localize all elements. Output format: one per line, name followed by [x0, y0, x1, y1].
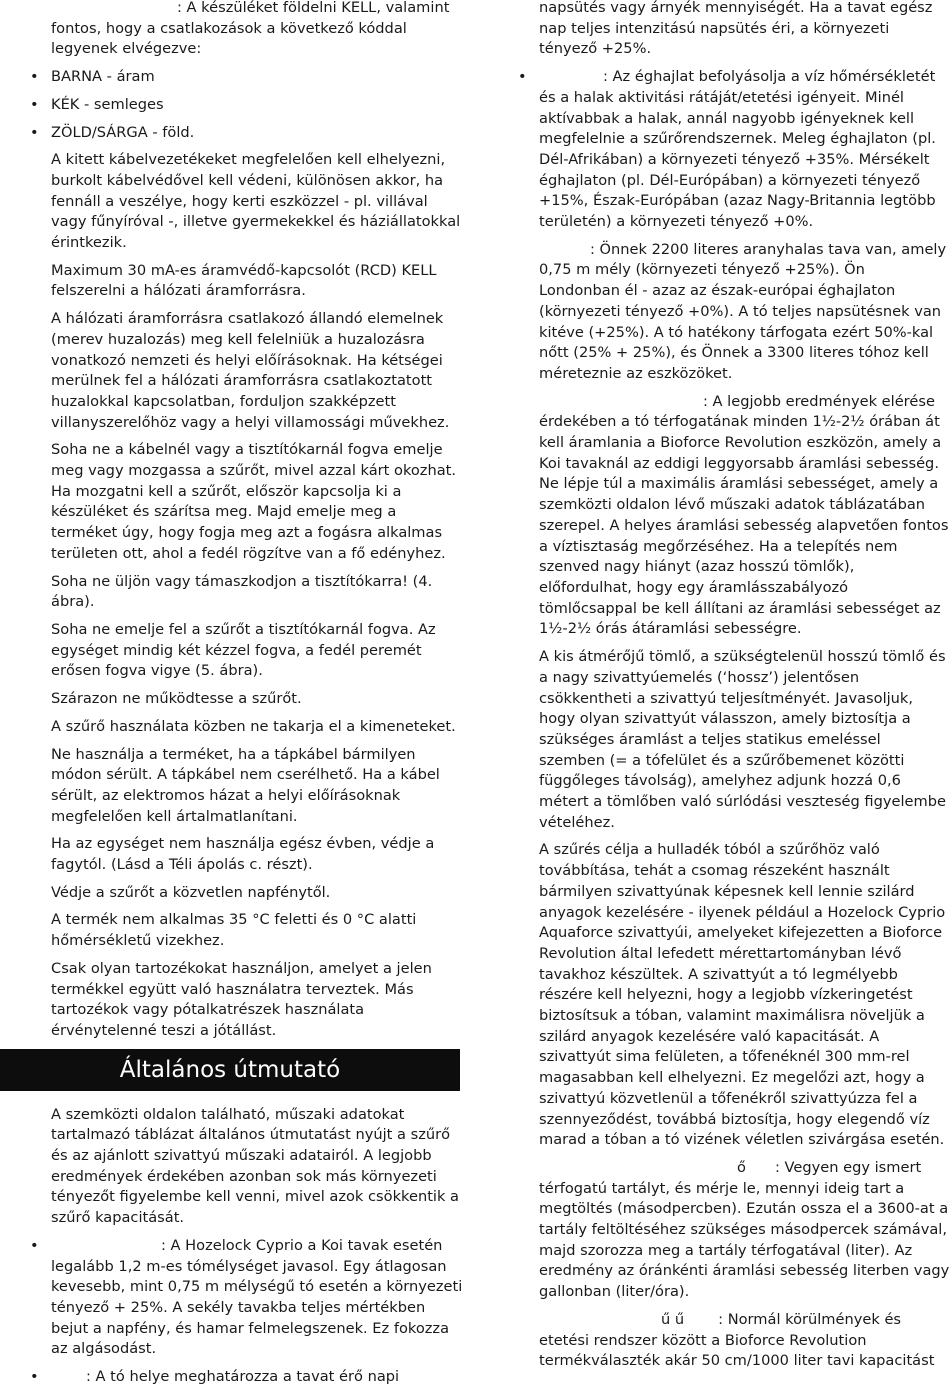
- safety-paragraph: A kitett kábelvezetékeket megfelelően kell elhelyezni, burkolt kábelvédővel kell védeni, különösen akkor, ha fennáll a veszélye, hogy kerti eszközzel - pl. villával vagy fűnyíróval -, illetve gyermekekkel és háziállatokkal érintkezik.: [51, 151, 461, 252]
- right-column: [539, 0, 950, 1379]
- safety-paragraph: Soha ne emelje fel a szűrőt a tisztítókarnál fogva. Az egységet mindig két kézzel fogva, a fedél peremét erősen fogva vigye (5. ábra).: [51, 620, 436, 680]
- safety-paragraph: Csak olyan tartozékokat használjon, amelyet a jelen termékkel együtt való használatra terveztek. Más tartozékok vagy pótalkatrészek használata érvénytelenné teszi a jótállást.: [51, 959, 432, 1039]
- safety-paragraph: A termék nem alkalmas 35 °C feletti és 0 °C alatti hőmérsékletű vizekhez.: [51, 911, 417, 950]
- depth-bullet: • : A Hozelock Cyprio a Koi tavak esetén legalább 1,2 m-es tómélységet javasol. Egy átlagosan kevesebb, mint 0,75 m mélységű tó esetén a környezeti tényező + 25%. A sekély tavakba teljes mértékben bejut a napfény, és hamar felmelegszenek. Ez fokozza az algásodást.: [51, 1236, 463, 1360]
- wire-code-item: • ZÖLD/SÁRGA - föld.: [51, 123, 463, 144]
- earthing-paragraph: : A készüléket földelni KELL, valamint fontos, hogy a csatlakozások a következő kóddal legyenek elvégezve:: [51, 0, 450, 58]
- left-column: [51, 0, 463, 1395]
- safety-paragraph: A szűrő használata közben ne takarja el a kimeneteket.: [51, 717, 456, 735]
- hose-paragraph: A kis átmérőjű tömlő, a szükségtelenül hosszú tömlő és a nagy szivattyúemelés (‘hossz’) jelentősen csökkentheti a szivattyú teljesítményét. Javasoljuk, hogy olyan szivattyút válasszon, amely biztosítja a szükséges áramlást a teljes statikus emeléssel szemben (= a tófelület és a szűrőbemenet közötti függőleges távolság), amelyhez adjunk hozzá 0,6 métert a tömlőben való súrlódási veszteség figyelembe vételéhez.: [539, 648, 946, 831]
- capacity-paragraph: ű ű : Normál körülmények és etetési rendszer között a Bioforce Revolution termékválaszték akár 50 cm/1000 liter tavi kapacitást: [539, 1310, 935, 1370]
- safety-paragraph: Védje a szűrőt a közvetlen napfénytől.: [51, 883, 331, 901]
- intro-paragraph: A szemközti oldalon található, műszaki adatokat tartalmazó táblázat általános útmutatást nyújt a szűrő és az ajánlott szivattyú műszaki adatairól. A legjobb eredmények érdekében azonban sok más környezeti tényezőt figyelembe kell venni, mivel azok csökkentik a szűrő kapacitását.: [51, 1105, 459, 1227]
- climate-list: [539, 67, 950, 233]
- flow-measure-paragraph: ő : Vegyen egy ismert térfogatú tartályt, és mérje le, mennyi ideig tart a megtöltés (másodpercben). Ezután ossza el a 3600-at a tartály feltöltéséhez szükséges másodpercek számával, majd szorozza meg a tartály térfogatával (liter). Az eredmény az óránkénti áramlási sebesség literben vagy gallonban (liter/óra).: [539, 1158, 950, 1301]
- factor-list: [51, 1236, 463, 1388]
- safety-paragraph: A hálózati áramforrásra csatlakozó állandó elemelnek (merev huzalozás) meg kell felelniük a huzalozásra vonatkozó nemzeti és helyi előírásoknak. Ha kétségei merülnek fel a hálózati áramforrásra csatlakoztatott huzalokkal kapcsolatban, forduljon szakképzett villanyszerelőhöz vagy a helyi villamossági művekhez.: [51, 310, 450, 431]
- location-continued: napsütés vagy árnyék mennyiségét. Ha a tavat egész nap teljes intenzitású napsütés éri, a környezeti tényező +25%.: [539, 0, 933, 58]
- climate-bullet: • : Az éghajlat befolyásolja a víz hőmérsékletét és a halak aktivitási rátáját/etetési igényeit. Minél aktívabbak a halak, annál nagyobb igényeknek kell megfelelnie a szűrőrendszernek. Meleg éghajlaton (pl. Dél-Afrikában) a környezeti tényező +35%. Mérsékelt éghajlaton (pl. Dél-Európában) a környezeti tényező +15%, Észak-Európában (azaz Nagy-Britannia legtöbb területén) a környezeti tényező +0%.: [539, 67, 950, 233]
- pump-purpose-paragraph: A szűrés célja a hulladék tóból a szűrőhöz való továbbítása, tehát a csomag részeként használt bármilyen szivattyúnak képesnek kell lennie szilárd anyagok kezelésére - ilyenek például a Hozelock Cyprio Aquaforce szivattyúi, amelyeket kifejezetten a Bioforce Revolution által lefedett mérettartományban lévő tavakhoz készültek. A szivattyút a tó legmélyebb részére kell helyezni, hogy a legjobb vízkeringetést biztosítsuk a tóban, valamint maximálisra növeljük a szilárd anyagok kezelésére való kapacitását. A szivattyút sima felületen, a tőfenéknél 300 mm-rel magasabban kell elhelyezni. Ez megelőzi azt, hogy a szivattyú közvetlenül a tőfenékről szivattyúzza fel a szennyeződést, továbbá biztosítja, hogy elegendő víz marad a tóban a tó vizének véletlen szivárgása esetén.: [539, 841, 946, 1149]
- safety-paragraph: Szárazon ne működtesse a szűrőt.: [51, 690, 302, 708]
- example-paragraph: : Önnek 2200 literes aranyhalas tava van, amely 0,75 m mély (környezeti tényező +25%). Ön Londonban él - azaz az észak-európai éghajlaton (környezeti tényező +0%). A tó teljes napsütésnek van kitéve (+25%). A tó hatékony tárfogata ezért 50%-kal nőtt (25% + 25%), és Önnek a 3300 literes tóhoz kell méreteznie az eszközöket.: [539, 240, 947, 382]
- safety-paragraph: Soha ne a kábelnél vagy a tisztítókarnál fogva emelje meg vagy mozgassa a szűrőt, mivel azzal kárt okozhat. Ha mozgatni kell a szűrőt, először kapcsolja ki a készüléket és szárítsa meg. Majd emelje meg a terméket úgy, hogy fogja meg azt a fogásra alkalmas területen ott, ahol a fedél rögzítve van a fő edényhez.: [51, 441, 457, 562]
- location-bullet: • : A tó helye meghatározza a tavat érő napi: [51, 1367, 463, 1388]
- safety-paragraph: Ha az egységet nem használja egész évben, védje a fagytól. (Lásd a Téli ápolás c. részt).: [51, 835, 435, 874]
- section-heading: Általános útmutató: [0, 1049, 460, 1091]
- safety-paragraph: Soha ne üljön vagy támaszkodjon a tisztítókarra! (4. ábra).: [51, 572, 433, 611]
- wire-code-list: [51, 67, 463, 143]
- flow-rate-paragraph: : A legjobb eredmények elérése érdekében a tó térfogatának minden 1½-2½ órában át kell áramlania a Bioforce Revolution eszközön, amely a Koi tavaknál az eddigi leggyorsabb áramlási sebesség. Ne lépje túl a maximális áramlási sebességet, amely a szemközti oldalon lévő műszaki adatok táblázatában szerepel. A helyes áramlási sebesség alapvetően fontos a víztisztaság megőrzéséhez. Ha a telepítés nem szenved nagy hiányt (azaz hosszú tömlők), előfordulhat, hogy egy áramlásszabályozó tömlőcsappal be kell állítani az áramlási sebességet az 1½-2½ órás átáramlási sebességre.: [539, 392, 949, 638]
- safety-paragraph: Ne használja a terméket, ha a tápkábel bármilyen módon sérült. A tápkábel nem cserélhető. Ha a kábel sérült, az elektromos házat a helyi előírásoknak megfelelően kell ártalmatlanítani.: [51, 745, 440, 825]
- wire-code-item: • BARNA - áram: [51, 67, 463, 88]
- wire-code-item: • KÉK - semleges: [51, 95, 463, 116]
- safety-paragraph: Maximum 30 mA-es áramvédő-kapcsolót (RCD) KELL felszerelni a hálózati áramforrásra.: [51, 261, 437, 300]
